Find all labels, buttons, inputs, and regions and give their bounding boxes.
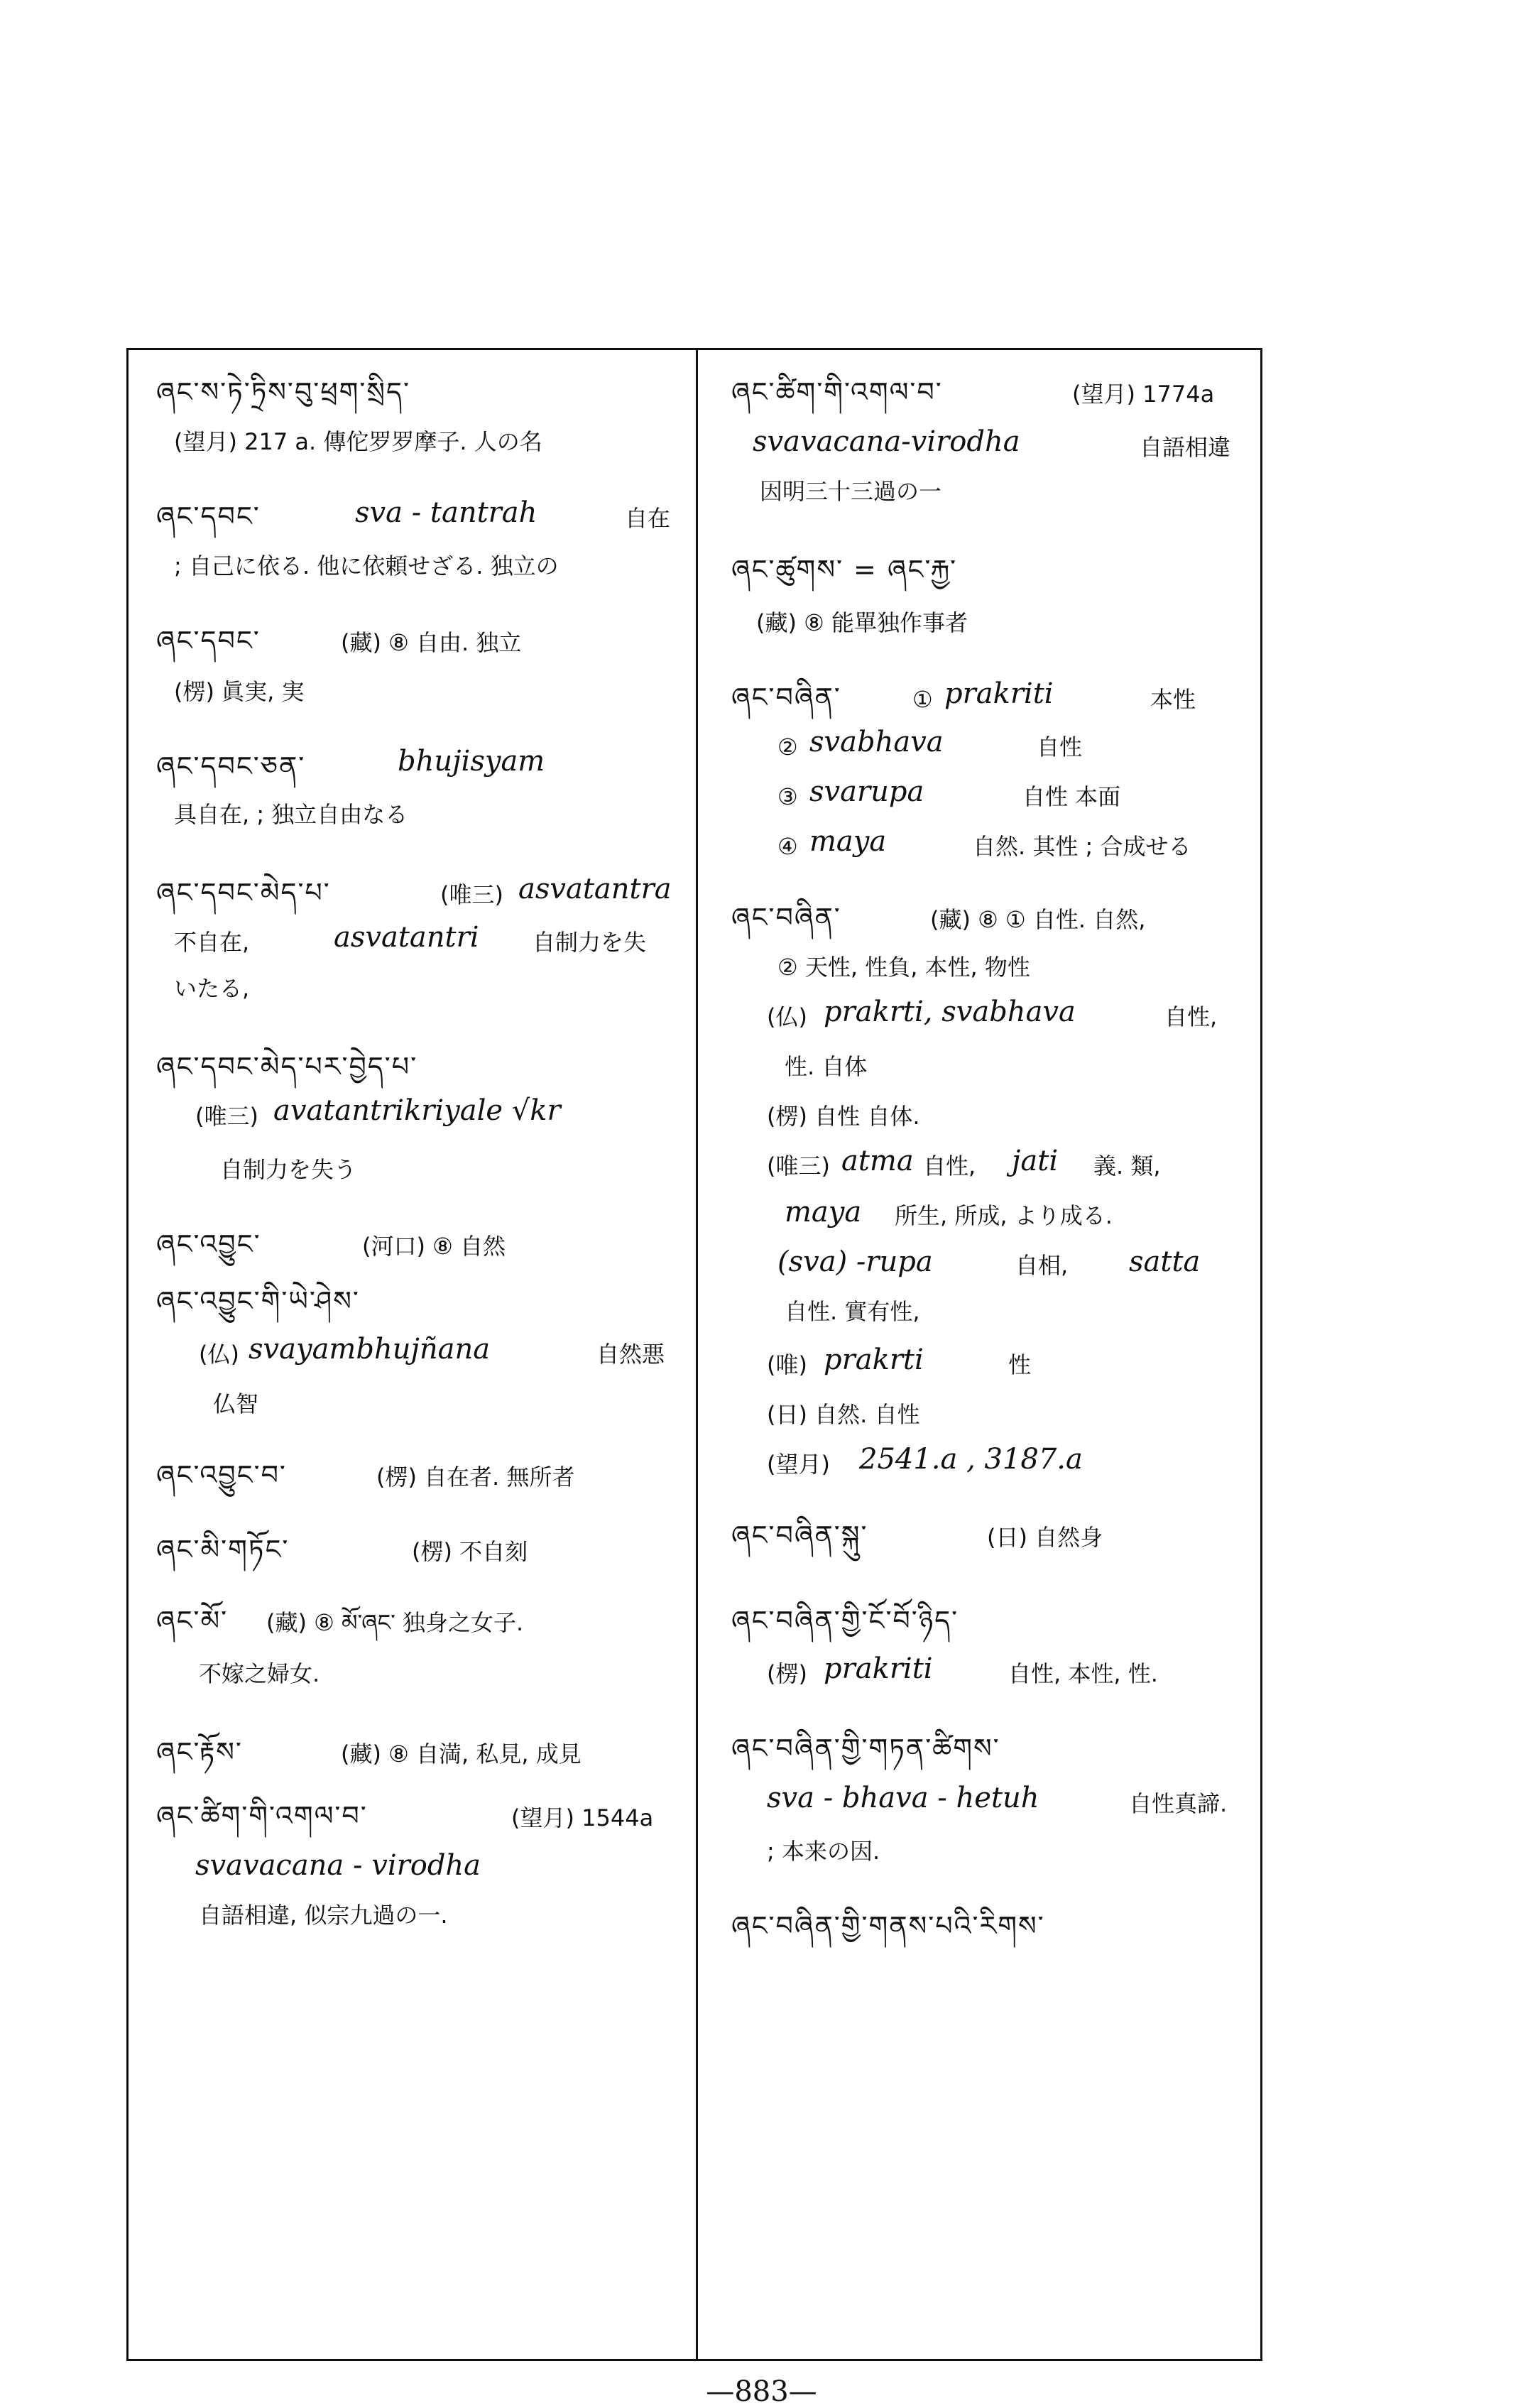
entry-sanskrit: svavacana-virodha — [753, 425, 1020, 458]
entry-headword: ཞང་དབང་མེད་པར་བྱེད་པ་ — [156, 1051, 418, 1082]
entry-gloss: (日) 自然. 自性 — [767, 1401, 920, 1428]
entry-gloss: 性 — [1008, 1351, 1032, 1378]
entry-gloss: 仏智 — [213, 1390, 259, 1417]
entry-gloss: ② — [777, 734, 798, 761]
entry-gloss: (唯三) — [767, 1153, 830, 1180]
entry-sanskrit: svarupa — [809, 775, 924, 808]
entry-sanskrit: 2541.a , 3187.a — [859, 1443, 1083, 1476]
entry-sanskrit: prakriti — [824, 1652, 933, 1685]
entry-gloss: ① — [912, 686, 933, 713]
entry-gloss: 本性 — [1150, 686, 1196, 713]
entry-gloss: ④ — [777, 833, 798, 860]
entry-headword: ཞང་ཚུགས་ = ཞང་རྐྱ་ — [731, 554, 958, 585]
entry-gloss: 義. 類, — [1093, 1153, 1161, 1180]
entry-gloss: 自語相違 — [1140, 434, 1231, 461]
entry-gloss: いたる, — [174, 975, 250, 1002]
entry-sanskrit: prakrti — [824, 1344, 924, 1376]
entry-headword: ཞང་བཞིན་གྱི་ངོ་བོ་ཉིད་ — [731, 1605, 959, 1636]
entry-headword: ཞང་དབང་མེད་པ་ — [156, 877, 331, 908]
entry-sanskrit: svavacana - virodha — [195, 1849, 481, 1882]
entry-sanskrit: atma — [841, 1145, 914, 1177]
entry-sanskrit: prakrti, svabhava — [824, 996, 1076, 1028]
entry-headword: ཞང་རྟོས་ — [156, 1736, 243, 1767]
entry-gloss: 自性, 本性, 性. — [1008, 1660, 1158, 1687]
entry-gloss: ; 自己に依る. 他に依頼せざる. 独立の — [174, 552, 559, 579]
entry-headword: ཞང་ས་ཏེ་ཏྲིས་བུ་ཕྲག་སྲིད་ — [156, 376, 410, 408]
entry-headword: ཞང་བཞིན་གྱི་གཏན་ཚིགས་ — [731, 1733, 1000, 1764]
entry-gloss: 自性, — [1164, 1003, 1218, 1030]
entry-gloss: (藏) ⑧ ① 自性. 自然, — [930, 906, 1146, 933]
entry-gloss: 自性 本面 — [1022, 783, 1121, 810]
entry-sanskrit: bhujisyam — [398, 745, 545, 778]
entry-gloss: (楞) 自在者. 無所者 — [376, 1464, 575, 1491]
entry-sanskrit: (sva) -rupa — [777, 1246, 933, 1278]
entry-gloss: (河口) ⑧ 自然 — [362, 1233, 506, 1260]
entry-headword: ཞང་འབྱུང་ — [156, 1228, 261, 1260]
entry-gloss: 自性, — [923, 1153, 976, 1180]
entry-gloss: (望月) 1774a — [1072, 381, 1215, 408]
entry-sanskrit: svayambhujñana — [249, 1333, 491, 1366]
entry-gloss: 性. 自体 — [785, 1053, 868, 1080]
entry-sanskrit: sva - tantrah — [355, 496, 537, 529]
entry-headword: ཞང་འབྱུང་བ་ — [156, 1459, 287, 1491]
entry-headword: ཞང་མི་གཏོང་ — [156, 1534, 290, 1565]
entry-headword: ཞང་བཞིན་ — [731, 902, 841, 933]
entry-gloss: (楞) 不自刻 — [412, 1538, 528, 1565]
entry-gloss: (楞) 眞実, 実 — [174, 678, 305, 705]
entry-headword: ཞང་དབང་ — [156, 501, 261, 532]
entry-gloss: 自制力を失う — [220, 1156, 357, 1183]
entry-gloss: (藏) ⑧ 自由. 独立 — [341, 629, 522, 656]
entry-gloss: (藏) ⑧ 能單独作事者 — [756, 609, 968, 636]
column-divider — [696, 348, 698, 2361]
entry-gloss: (唯) — [767, 1351, 807, 1378]
entry-headword: ཞང་བཞིན་སྐུ་ — [731, 1520, 868, 1551]
entry-gloss: 自在 — [625, 505, 671, 532]
entry-gloss: (唯三) — [440, 881, 503, 908]
entry-gloss: 自性. 實有性, — [785, 1298, 920, 1325]
entry-gloss: (望月) 1544a — [511, 1804, 654, 1831]
entry-gloss: (楞) 自性 自体. — [767, 1103, 920, 1130]
entry-sanskrit: avatantrikriyale √kr — [273, 1094, 561, 1127]
entry-headword: ཞང་བཞིན་ — [731, 682, 841, 713]
entry-sanskrit: maya — [785, 1196, 862, 1228]
entry-sanskrit: sva - bhava - hetuh — [767, 1782, 1039, 1814]
entry-headword: ཞང་མོ་ — [156, 1605, 229, 1636]
entry-headword: ཞང་བཞིན་གྱི་གནས་པའི་རིགས་ — [731, 1910, 1045, 1941]
entry-gloss: 自制力を失 — [533, 929, 647, 956]
entry-gloss: 具自在, ; 独立自由なる — [174, 801, 408, 828]
entry-headword: ཞང་དབང་ཅན་ — [156, 751, 306, 782]
entry-gloss: (望月) — [767, 1451, 830, 1478]
entry-sanskrit: asvatantri — [334, 921, 479, 954]
entry-sanskrit: satta — [1129, 1246, 1201, 1278]
entry-sanskrit: prakriti — [944, 677, 1054, 710]
entry-gloss: (日) 自然身 — [987, 1524, 1103, 1551]
entry-gloss: (藏) ⑧ མོ་ཞང་ 独身之女子. — [266, 1609, 524, 1636]
entry-sanskrit: maya — [809, 825, 887, 858]
entry-gloss: 所生, 所成, より成る. — [895, 1202, 1113, 1229]
entry-gloss: (仏) — [767, 1003, 807, 1030]
entry-gloss: (望月) 217 a. 傳佗罗罗摩子. 人の名 — [174, 428, 542, 455]
entry-gloss: 不嫁之婦女. — [199, 1660, 320, 1687]
entry-headword: ཞང་འབྱུང་གི་ཡེ་ཤེས་ — [156, 1285, 360, 1317]
entry-headword: ཞང་དབང་ — [156, 625, 261, 656]
entry-sanskrit: jati — [1012, 1145, 1059, 1177]
entry-gloss: 不自在, — [174, 929, 250, 956]
entry-gloss: 因明三十三過の一 — [760, 478, 942, 505]
entry-gloss: ; 本来の因. — [767, 1838, 880, 1865]
entry-sanskrit: asvatantra — [518, 873, 672, 905]
entry-gloss: (藏) ⑧ 自満, 私見, 成見 — [341, 1740, 582, 1767]
entry-gloss: (唯三) — [195, 1103, 258, 1130]
entry-gloss: (仏) — [199, 1341, 239, 1368]
entry-gloss: 自性 — [1037, 734, 1083, 761]
entry-gloss: ② 天性, 性負, 本性, 物性 — [777, 954, 1030, 981]
entry-gloss: 自然. 其性 ; 合成せる — [973, 833, 1191, 860]
entry-gloss: 自相, — [1015, 1252, 1069, 1279]
entry-gloss: (楞) — [767, 1660, 807, 1687]
entry-gloss: ③ — [777, 783, 798, 810]
entry-headword: ཞང་ཚིག་གི་འགལ་བ་ — [156, 1800, 368, 1831]
entry-gloss: 自語相違, 似宗九過の一. — [199, 1902, 448, 1929]
entry-gloss: 自然悪 — [596, 1341, 665, 1368]
entry-gloss: 自性真諦. — [1129, 1790, 1228, 1817]
entry-sanskrit: svabhava — [809, 726, 944, 758]
page-number: —883— — [706, 2375, 817, 2408]
entry-headword: ཞང་ཚིག་གི་འགལ་བ་ — [731, 376, 943, 408]
